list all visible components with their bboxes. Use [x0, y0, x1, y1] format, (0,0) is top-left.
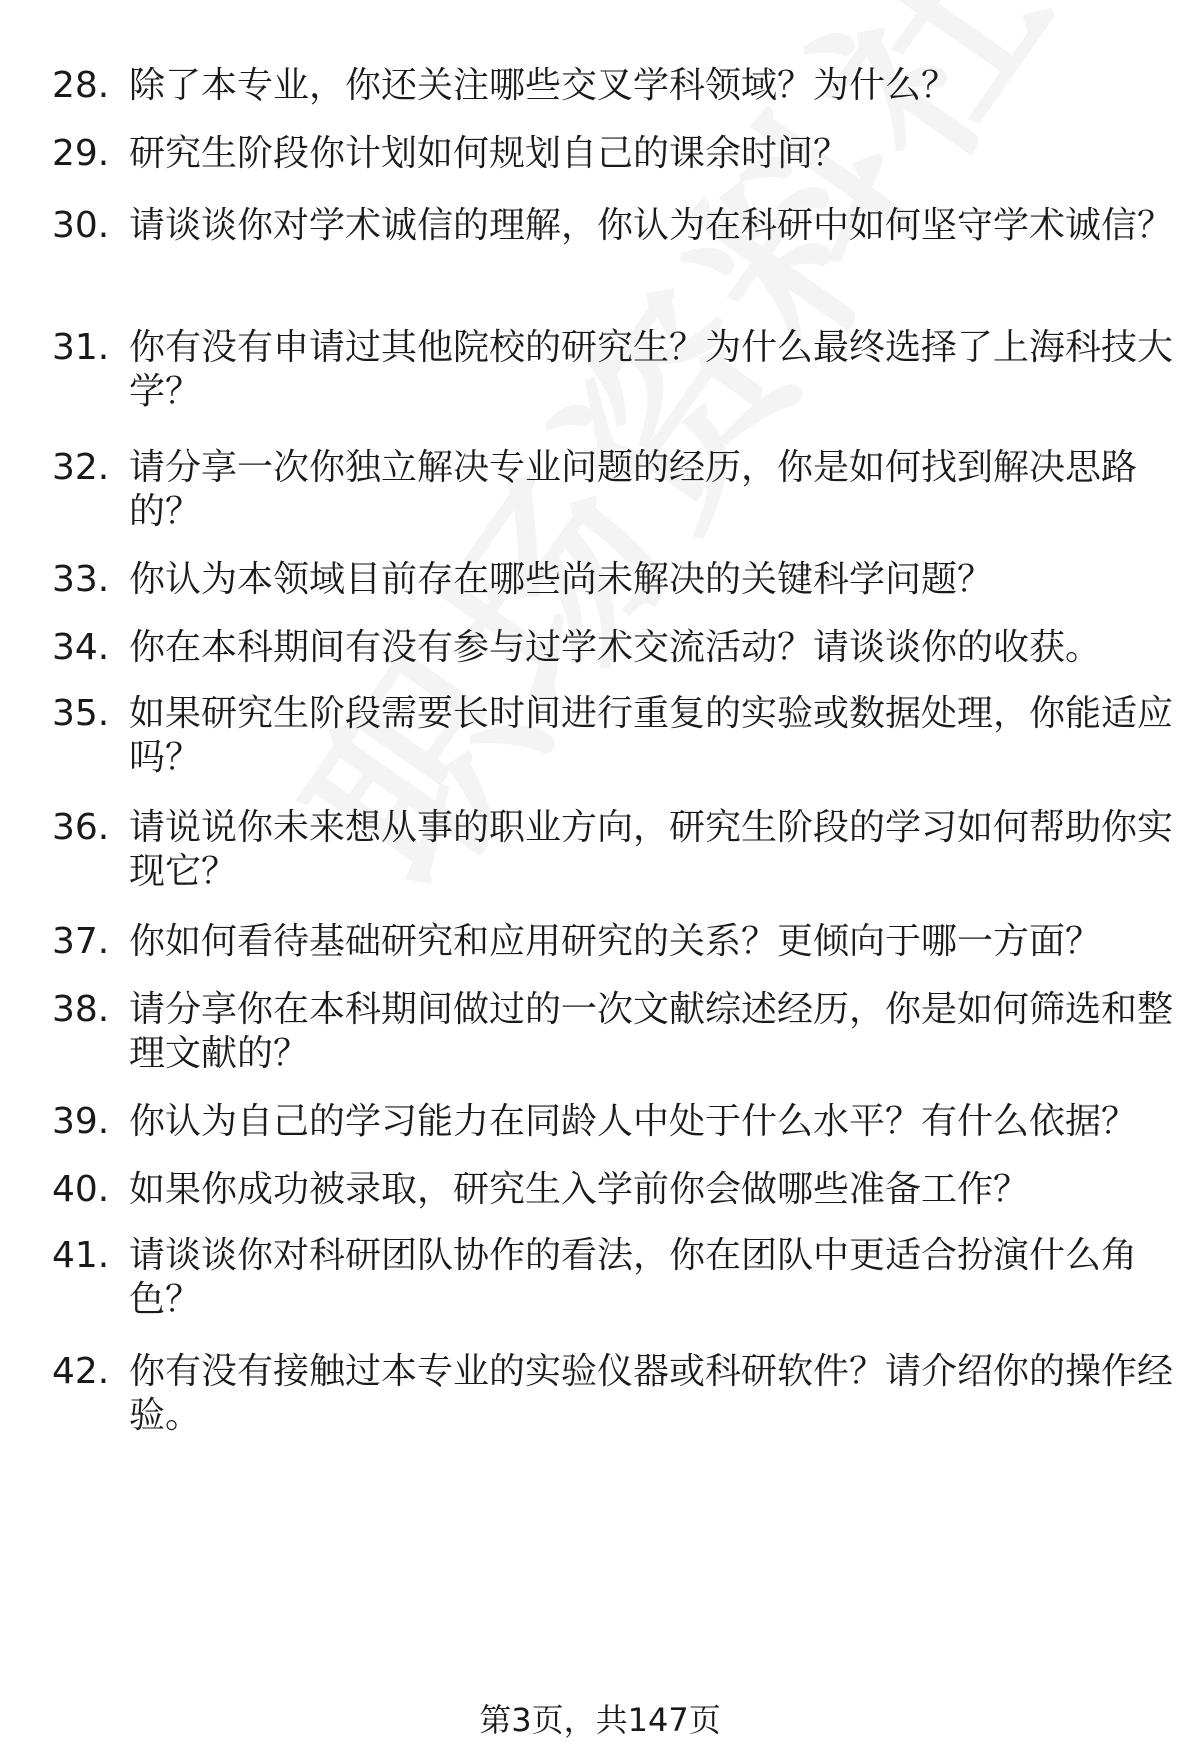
question-text: 请分享一次你独立解决专业问题的经历，你是如何找到解决思路的？ [129, 447, 1138, 532]
question-text: 如果你成功被录取，研究生入学前你会做哪些准备工作？ [129, 1169, 1030, 1210]
question-number: 31. [52, 327, 110, 368]
question-number: 37. [52, 921, 110, 962]
question-text: 如果研究生阶段需要长时间进行重复的实验或数据处理，你能适应吗？ [129, 693, 1174, 778]
question-text: 你认为自己的学习能力在同龄人中处于什么水平？有什么依据？ [129, 1101, 1138, 1142]
question-number: 38. [52, 989, 110, 1030]
question-text: 你如何看待基础研究和应用研究的关系？更倾向于哪一方面？ [129, 921, 1102, 962]
question-number: 30. [52, 205, 110, 246]
question-text: 你有没有申请过其他院校的研究生？为什么最终选择了上海科技大学？ [129, 327, 1174, 412]
question-number: 42. [52, 1351, 110, 1392]
question-text: 你有没有接触过本专业的实验仪器或科研软件？请介绍你的操作经验。 [129, 1351, 1174, 1436]
question-number: 34. [52, 627, 110, 668]
question-text: 研究生阶段你计划如何规划自己的课余时间？ [129, 133, 850, 174]
question-number: 32. [52, 447, 110, 488]
question-number: 33. [52, 559, 110, 600]
question-number: 39. [52, 1101, 110, 1142]
question-text: 请谈谈你对科研团队协作的看法，你在团队中更适合扮演什么角色？ [129, 1235, 1138, 1320]
question-text: 你认为本领域目前存在哪些尚未解决的关键科学问题？ [129, 559, 994, 600]
question-number: 29. [52, 133, 110, 174]
question-text: 除了本专业，你还关注哪些交叉学科领域？为什么？ [129, 65, 958, 106]
question-number: 40. [52, 1169, 110, 1210]
question-text: 请说说你未来想从事的职业方向，研究生阶段的学习如何帮助你实现它？ [129, 807, 1174, 892]
question-text: 请分享你在本科期间做过的一次文献综述经历，你是如何筛选和整理文献的？ [129, 989, 1174, 1074]
question-number: 36. [52, 807, 110, 848]
question-number: 41. [52, 1235, 110, 1276]
question-number: 28. [52, 65, 110, 106]
question-text: 你在本科期间有没有参与过学术交流活动？请谈谈你的收获。 [129, 627, 1102, 668]
question-number: 35. [52, 693, 110, 734]
question-text: 请谈谈你对学术诚信的理解，你认为在科研中如何坚守学术诚信？ [129, 205, 1174, 246]
page-footer: 第3页，共147页 [479, 1701, 721, 1739]
